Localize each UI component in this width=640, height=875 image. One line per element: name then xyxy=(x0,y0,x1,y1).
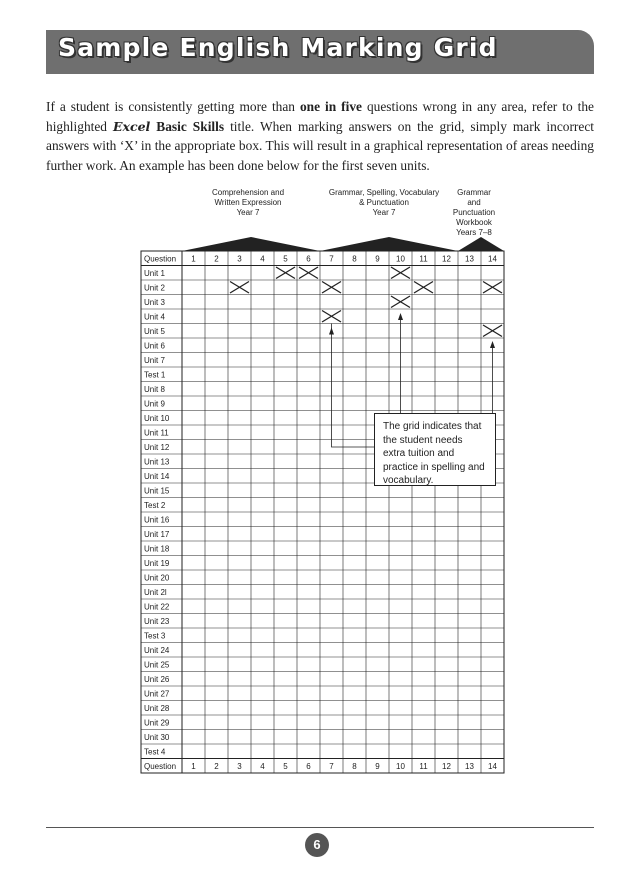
roof-grammar-workbook xyxy=(458,237,504,251)
excel-brand: Excel xyxy=(113,118,151,134)
header-col-number: 6 xyxy=(306,254,311,264)
header-col-number: 9 xyxy=(375,254,380,264)
row-label: Unit 12 xyxy=(144,442,170,452)
footer-col-number: 1 xyxy=(191,761,196,771)
row-label: Unit 17 xyxy=(144,529,170,539)
footer-col-number: 7 xyxy=(329,761,334,771)
section-header-grammar-spelling: Grammar, Spelling, Vocabulary & Punctuation Year 7 xyxy=(328,188,440,217)
row-label: Test 1 xyxy=(144,370,166,380)
intro-emphasis: one in five xyxy=(299,99,362,115)
footer-col-number: 12 xyxy=(442,761,451,771)
header-col-number: 4 xyxy=(260,254,265,264)
row-label: Unit 1 xyxy=(144,268,165,278)
footer-col-number: 5 xyxy=(283,761,288,771)
row-label: Unit 26 xyxy=(144,674,170,684)
row-label: Unit 18 xyxy=(144,544,170,554)
row-label: Unit 14 xyxy=(144,471,170,481)
section-header-grammar-workbook: Grammar and Punctuation Workbook Years 7–8 xyxy=(452,188,496,237)
row-label: Unit 25 xyxy=(144,660,170,670)
row-label: Unit 2l xyxy=(144,587,167,597)
intro-text-2: questions wrong in any area, refer to the highlighted xyxy=(46,99,594,134)
row-label: Test 2 xyxy=(144,500,166,510)
header-col-number: 13 xyxy=(465,254,474,264)
row-label: Unit 30 xyxy=(144,732,170,742)
basic-skills-label: Basic Skills xyxy=(150,118,225,134)
row-label: Unit 2 xyxy=(144,283,165,293)
row-label: Unit 23 xyxy=(144,616,170,626)
intro-text-3: title. When marking answers on the grid, simply mark incorrect answers with ‘X’ in the appropriate box. This will result in a graphical representation of areas needing further work. An example has been done below for the first seven units. xyxy=(46,118,594,173)
row-label: Unit 27 xyxy=(144,689,170,699)
row-label: Unit 6 xyxy=(144,341,165,351)
row-label: Unit 28 xyxy=(144,703,170,713)
header-col-number: 5 xyxy=(283,254,288,264)
row-label: Unit 7 xyxy=(144,355,165,365)
footer-col-number: 2 xyxy=(214,761,219,771)
arrow-q7-line xyxy=(332,324,375,448)
row-label: Unit 4 xyxy=(144,312,165,322)
footer-col-number: 3 xyxy=(237,761,242,771)
footer-col-number: 14 xyxy=(488,761,497,771)
header-col-number: 8 xyxy=(352,254,357,264)
page-number: 6 xyxy=(305,833,329,857)
header-col-number: 1 xyxy=(191,254,196,264)
arrow-q14-head xyxy=(490,341,495,348)
footer-col-number: 11 xyxy=(419,761,428,771)
header-col-number: 14 xyxy=(488,254,497,264)
row-label: Unit 10 xyxy=(144,413,170,423)
footer-col-number: 9 xyxy=(375,761,380,771)
footer-col-number: 4 xyxy=(260,761,265,771)
row-label: Unit 3 xyxy=(144,297,165,307)
row-label: Unit 8 xyxy=(144,384,165,394)
arrow-q7-head xyxy=(329,328,334,335)
callout-box: The grid indicates that the student needs extra tuition and practice in spelling and vocabulary. xyxy=(374,413,496,486)
footer-col-number: 13 xyxy=(465,761,474,771)
row-label: Unit 20 xyxy=(144,573,170,583)
header-question-label: Question xyxy=(144,254,177,264)
row-label: Unit 22 xyxy=(144,602,170,612)
row-label: Unit 16 xyxy=(144,515,170,525)
row-label: Test 4 xyxy=(144,747,166,757)
footer-rule xyxy=(46,827,594,828)
header-col-number: 3 xyxy=(237,254,242,264)
row-label: Test 3 xyxy=(144,631,166,641)
arrow-q10-head xyxy=(398,313,403,320)
footer-col-number: 8 xyxy=(352,761,357,771)
row-label: Unit 15 xyxy=(144,486,170,496)
footer-question-label: Question xyxy=(144,761,177,771)
row-label: Unit 29 xyxy=(144,718,170,728)
row-label: Unit 5 xyxy=(144,326,165,336)
header-col-number: 10 xyxy=(396,254,405,264)
section-header-comprehension: Comprehension and Written Expression Year 7 xyxy=(211,188,285,217)
roof-comprehension xyxy=(182,237,320,251)
header-col-number: 12 xyxy=(442,254,451,264)
intro-text-1: If a student is consistently getting more than xyxy=(46,99,300,115)
footer-col-number: 6 xyxy=(306,761,311,771)
row-label: Unit 24 xyxy=(144,645,170,655)
footer-col-number: 10 xyxy=(396,761,405,771)
page-title: Sample English Marking Grid xyxy=(58,33,498,62)
header-col-number: 7 xyxy=(329,254,334,264)
row-label: Unit 13 xyxy=(144,457,170,467)
header-col-number: 2 xyxy=(214,254,219,264)
header-col-number: 11 xyxy=(419,254,428,264)
row-label: Unit 11 xyxy=(144,428,169,438)
row-label: Unit 9 xyxy=(144,399,165,409)
row-label: Unit 19 xyxy=(144,558,170,568)
roof-grammar-spelling xyxy=(320,237,458,251)
